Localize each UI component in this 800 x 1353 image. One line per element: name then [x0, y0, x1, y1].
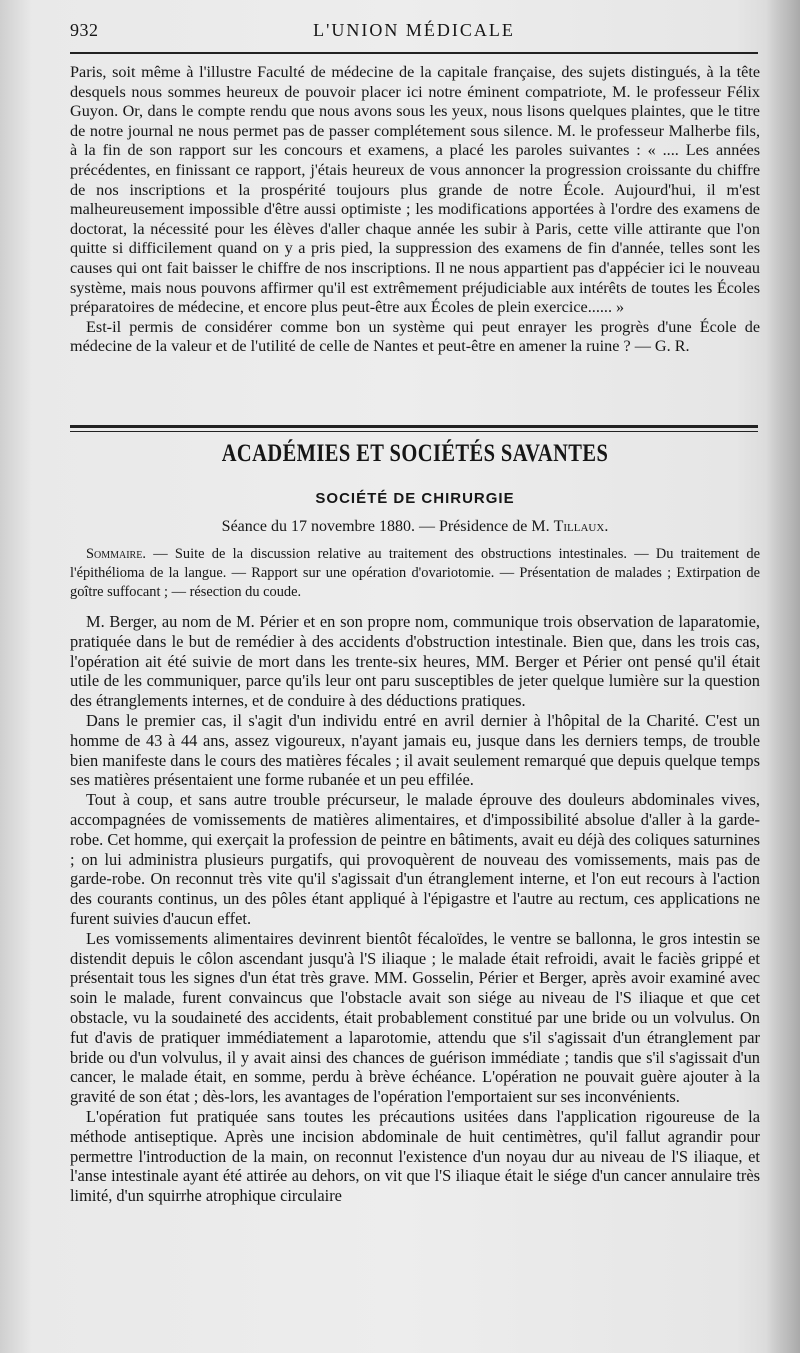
seance-line	[70, 518, 760, 536]
journal-title: L'UNION MÉDICALE	[313, 20, 515, 40]
society-name: SOCIÉTÉ DE CHIRURGIE	[315, 490, 515, 507]
section-rule-bottom	[70, 431, 758, 432]
sommaire-label: Sommaire.	[86, 546, 146, 562]
society-report-body	[70, 612, 760, 1352]
header-rule	[70, 52, 758, 54]
intro-article	[70, 63, 760, 421]
seance-president: Tillaux	[553, 518, 605, 535]
sommaire-text: — Suite de la discussion relative au traitement des obstructions intestinales. — Du traitement de l'épithélioma de la langue. — Rapport sur une opération d'ovariotomie. — Présentation de malades ; Extirpation de goître suffocant ; — résection du coude.	[70, 546, 760, 600]
body-paragraph: Dans le premier cas, il s'agit d'un individu entré en avril dernier à l'hôpital de la Charité. C'est un homme de 43 à 44 ans, assez vigoureux, n'ayant jamais eu, jusque dans les derniers temps, de trouble bien manifeste dans le cours des matières fécales ; il avait seulement remarqué que depuis quelque temps ses matières présentaient une forme rubanée et un peu effilée.	[70, 710, 760, 790]
seance-suffix: .	[604, 518, 609, 535]
body-paragraph: Les vomissements alimentaires devinrent bientôt fécaloïdes, le ventre se ballonna, le gros intestin se distendit depuis le côlon ascendant jusqu'à l'S iliaque ; le malade était refroidi, avait le faciès grippé et présentait tous les signes d'un état très grave. MM. Gosselin, Périer et Berger, après avoir examiné avec soin le malade, furent convaincus que l'obstacle avait son siége au niveau de l'S iliaque et que cet obstacle, vu la soudaineté des accidents, était probablement constitué par une bride ou un volvulus. On fut d'avis de pratiquer immédiatement a laparotomie, attendu que s'il s'agissait d'un étranglement par bride ou d'un volvulus, il y avait ainsi des chances de guérison immédiate ; tandis que s'il s'agissait d'un cancer, le malade était, en somme, perdu à brève échéance. L'opération ne pouvait guère ajouter à la gravité de son état ; dès-lors, les avantages de l'opération l'emportaient sur ses inconvénients.	[70, 928, 760, 1107]
body-paragraph: M. Berger, au nom de M. Périer et en son propre nom, communique trois observation de laparatomie, pratiquée dans le but de remédier à des accidents d'obstruction intestinale. Bien que, dans les trois cas, l'opération ait été suivie de mort dans les trente-six heures, MM. Berger et Périer ont pensé qu'il était utile de les communiquer, parce qu'ils leur ont paru susceptibles de jeter quelque lumière sur la question des étranglements internes, et de conduire à des déductions pratiques.	[70, 612, 760, 711]
running-header	[70, 20, 758, 46]
intro-paragraph: Est-il permis de considérer comme bon un système qui peut enrayer les progrès d'une École de médecine de la valeur et de l'utilité de celle de Nantes et peut-être en amener la ruine ? — G. R.	[70, 317, 760, 356]
intro-paragraph: Paris, soit même à l'illustre Faculté de médecine de la capitale française, des sujets distingués, à la tête desquels nous sommes heureux de pouvoir placer ici notre éminent compatriote, M. le professeur Félix Guyon. Or, dans le compte rendu que nous avons sous les yeux, nous lisons quelques plaintes, que le titre de notre journal ne nous permet pas de passer complétement sous silence. M. le professeur Malherbe fils, à la fin de son rapport sur les concours et examens, a placé les paroles suivantes : « .... Les années précédentes, en finissant ce rapport, j'étais heureux de vous annoncer la progression croissante du chiffre de nos inscriptions et la prospérité toujours plus grande de notre École. Aujourd'hui, il m'est malheureusement impossible d'être aussi optimiste ; les modifications apportées à l'ordre des examens de doctorat, la nécessité pour les élèves d'aller chaque année les subir à Paris, cette ville attirante que l'on quitte si difficilement quand on y a pris pied, la suppression des examens de fin d'année, telles sont les causes qui ont fait baisser le chiffre de nos inscriptions. Il ne nous appartient pas d'appécier ici le nouveau système, mais nous pouvons affirmer qu'il est extrêmement préjudiciable aux intérêts de toutes les Écoles préparatoires de médecine, et encore plus peut-être aux Écoles de plein exercice...... »	[70, 63, 760, 317]
seance-prefix: Séance du 17 novembre 1880. — Présidence de M.	[221, 518, 554, 535]
section-rule-top	[70, 425, 758, 428]
body-paragraph: L'opération fut pratiquée sans toutes les précautions usitées dans l'application rigoureuse de la méthode antiseptique. Après une incision abdominale de huit centimètres, qu'il fallut agrandir pour permettre l'introduction de la main, on reconnut l'existence d'un noyau dur au niveau de l'S iliaque, et l'anse intestinale ayant été attirée au dehors, on vit que l'S iliaque était le siége d'un cancer annulaire très limité, d'un squirrhe atrophique circulaire	[70, 1106, 760, 1206]
page-number: 932	[70, 20, 99, 40]
page-shadow-edge	[766, 0, 800, 1353]
sommaire	[70, 545, 760, 602]
section-title: ACADÉMIES ET SOCIÉTÉS SAVANTES	[221, 440, 609, 467]
body-paragraph: Tout à coup, et sans autre trouble précurseur, le malade éprouve des douleurs abdominales vives, accompagnées de vomissements de matières alimentaires, et d'impossibilité absolue d'aller à la garde-robe. Cet homme, qui exerçait la profession de peintre en bâtiments, avait eu déjà des coliques saturnines ; on lui administra plusieurs purgatifs, qui provoquèrent de nouveau des vomissements, mais pas de garde-robe. On reconnut très vite qu'il s'agissait d'un étranglement interne, et l'on eut recours à l'action des courants continus, un des pôles étant appliqué à l'épigastre et l'autre au rectum, ces applications ne furent suivies d'aucun effet.	[70, 790, 760, 928]
